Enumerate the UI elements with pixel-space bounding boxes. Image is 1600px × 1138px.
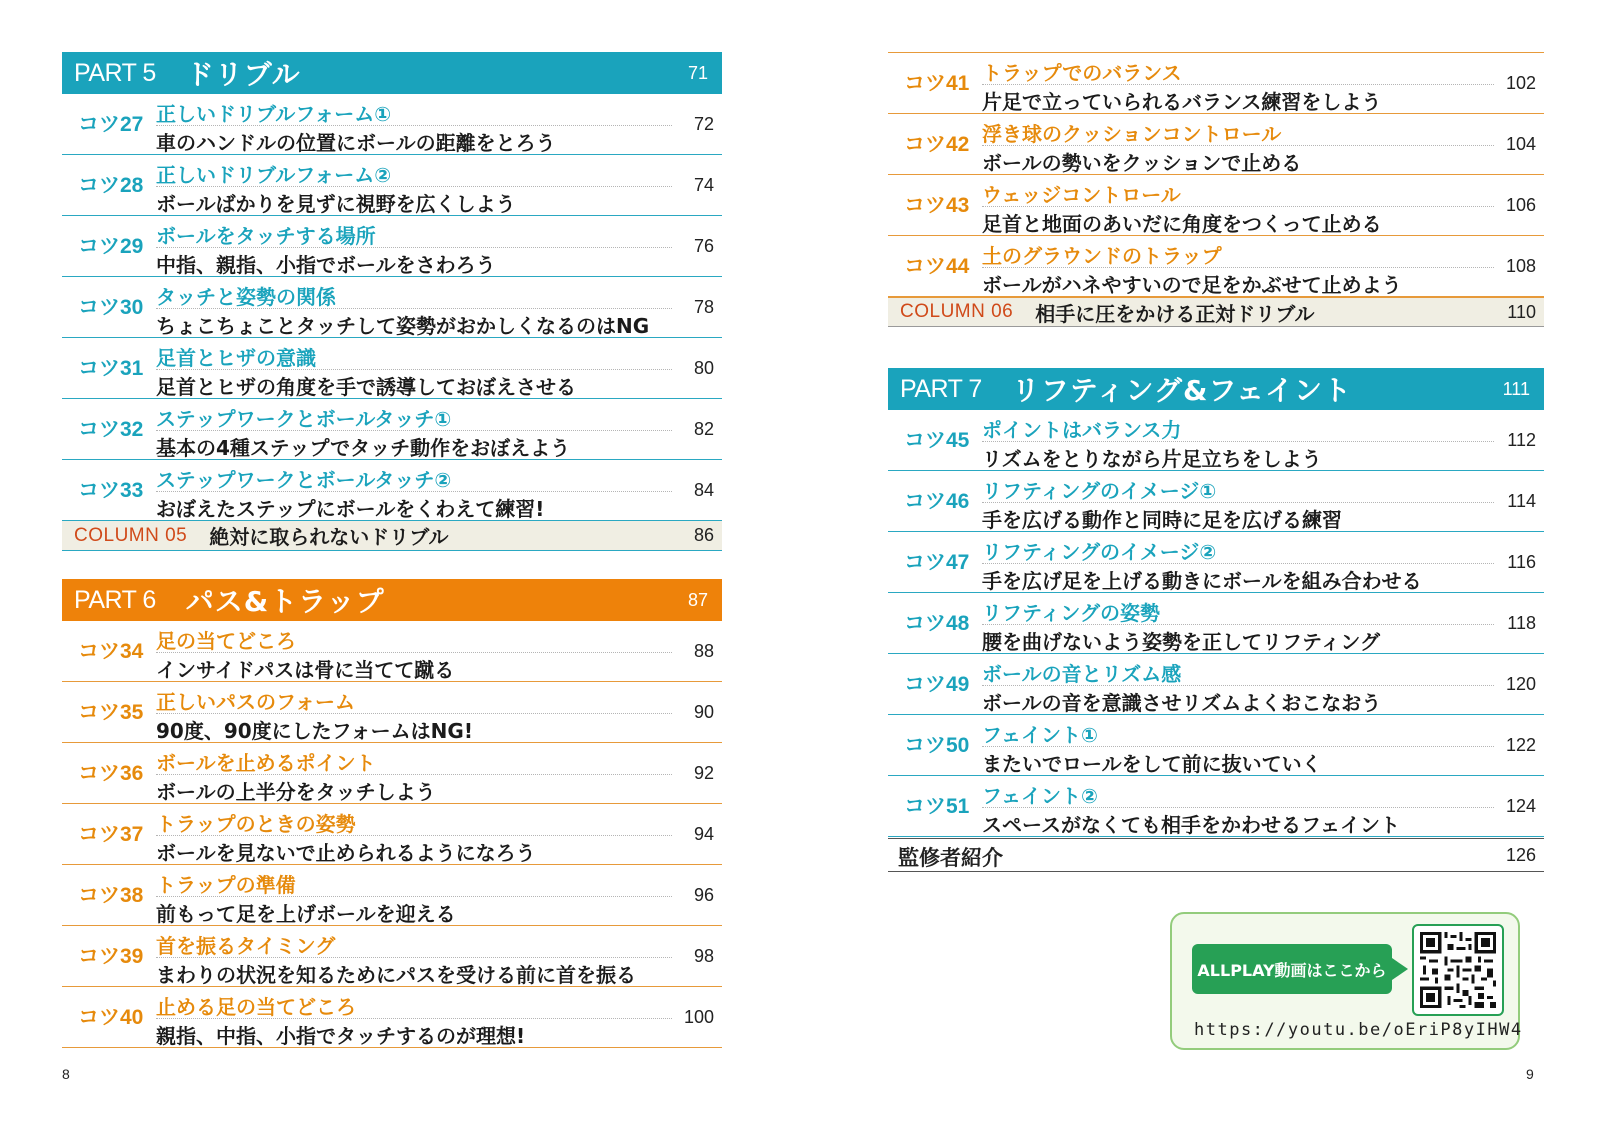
tip-title: まわりの状況を知るためにパスを受ける前に首を振る [156, 963, 636, 987]
tip-page-number: 76 [693, 236, 714, 256]
tip-title: 車のハンドルの位置にボールの距離をとろう [156, 131, 556, 155]
toc-entry[interactable] [62, 338, 722, 399]
part-title: リフティング&フェイント [1011, 374, 1352, 407]
tip-title: インサイドパスは骨に当てて蹴る [156, 658, 455, 682]
tip-page-number: 98 [693, 946, 714, 966]
toc-entry[interactable] [62, 277, 722, 338]
tip-title: またいでロールをして前に抜いていく [982, 752, 1322, 776]
tip-number: コツ29 [78, 235, 144, 258]
tip-page-number: 72 [693, 114, 714, 134]
tip-number: コツ30 [78, 296, 144, 319]
tip-number: コツ27 [78, 113, 144, 136]
tip-page-number: 102 [1505, 73, 1536, 93]
tip-subtitle: 正しいドリブルフォーム② [156, 163, 392, 187]
tip-number: コツ51 [904, 795, 970, 818]
tip-subtitle: トラップでのバランス [982, 61, 1182, 85]
tip-page-number: 120 [1505, 674, 1536, 694]
tip-number: コツ28 [78, 174, 144, 197]
toc-entry[interactable] [888, 114, 1544, 175]
tip-number: コツ31 [78, 357, 144, 380]
column-page-number: 110 [1507, 301, 1536, 322]
tip-number: コツ33 [78, 479, 144, 502]
tip-title: ボールの上半分をタッチしよう [156, 780, 436, 804]
toc-entry[interactable] [62, 216, 722, 277]
allplay-url[interactable]: https://youtu.be/oEriP8yIHW4 [1194, 1020, 1523, 1040]
part-title: パス&トラップ [185, 585, 385, 618]
tip-subtitle: ボールをタッチする場所 [156, 224, 376, 248]
tip-number: コツ48 [904, 612, 970, 635]
tip-subtitle: 正しいパスのフォーム [156, 690, 355, 714]
column-page-number: 86 [693, 525, 714, 545]
tip-title: リズムをとりながら片足立ちをしよう [982, 447, 1322, 471]
tip-number: コツ37 [78, 823, 144, 846]
allplay-video-button[interactable]: ALLPLAY動画はここから [1192, 944, 1392, 994]
tip-subtitle: 止める足の当てどころ [156, 995, 356, 1019]
arrow-right-icon [1392, 958, 1408, 980]
tip-page-number: 84 [693, 480, 714, 500]
supervisor-page: 126 [1505, 845, 1536, 865]
section-gap [62, 551, 722, 579]
tip-number: コツ41 [904, 72, 970, 95]
toc-entry[interactable] [62, 865, 722, 926]
tip-title: 片足で立っていられるバランス練習をしよう [982, 90, 1382, 114]
toc-entry[interactable] [888, 715, 1544, 776]
tip-number: コツ43 [904, 194, 970, 217]
toc-entry[interactable] [62, 155, 722, 216]
tip-number: コツ42 [904, 133, 970, 156]
tip-title: ちょこちょことタッチして姿勢がおかしくなるのはNG [156, 314, 650, 338]
part-header[interactable] [62, 579, 722, 621]
column-title: 相手に圧をかける正対ドリブル [1035, 301, 1315, 326]
toc-entry[interactable] [62, 926, 722, 987]
right-page-toc [888, 52, 1544, 837]
tip-subtitle: 足の当てどころ [156, 629, 296, 653]
tip-page-number: 112 [1507, 430, 1536, 450]
tip-number: コツ45 [904, 429, 970, 452]
part-number: PART 5 [74, 58, 156, 87]
tip-subtitle: ステップワークとボールタッチ② [156, 468, 452, 492]
tip-number: コツ32 [78, 418, 144, 441]
tip-number: コツ36 [78, 762, 144, 785]
tip-page-number: 88 [693, 641, 714, 661]
tip-number: コツ34 [78, 640, 144, 663]
tip-subtitle: トラップの準備 [156, 873, 296, 897]
toc-entry[interactable] [62, 804, 722, 865]
tip-title: おぼえたステップにボールをくわえて練習! [156, 497, 545, 521]
tip-title: 基本の4種ステップでタッチ動作をおぼえよう [156, 436, 571, 460]
toc-entry[interactable] [62, 94, 722, 155]
part-page-number: 87 [687, 589, 708, 610]
tip-title: 足首とヒザの角度を手で誘導しておぼえさせる [156, 375, 576, 399]
tip-page-number: 124 [1505, 796, 1536, 816]
tip-page-number: 106 [1505, 195, 1536, 215]
part-header[interactable] [888, 368, 1544, 410]
tip-number: コツ39 [78, 945, 144, 968]
tip-subtitle: ポイントはバランス力 [982, 418, 1182, 442]
column-entry[interactable] [888, 297, 1544, 327]
toc-entry[interactable] [62, 743, 722, 804]
toc-entry[interactable] [888, 593, 1544, 654]
section-gap [888, 327, 1544, 368]
tip-page-number: 92 [693, 763, 714, 783]
tip-page-number: 90 [693, 702, 714, 722]
toc-entry[interactable] [888, 236, 1544, 297]
tip-subtitle: 浮き球のクッションコントロール [982, 122, 1282, 146]
tip-title: 前もって足を上げボールを迎える [156, 902, 456, 926]
tip-subtitle: フェイント② [982, 784, 1098, 808]
toc-entry[interactable] [62, 682, 722, 743]
tip-subtitle: フェイント① [982, 723, 1098, 747]
part-header[interactable] [62, 52, 722, 94]
qr-code-icon[interactable] [1412, 924, 1504, 1016]
column-title: 絶対に取られないドリブル [209, 525, 449, 549]
toc-entry[interactable] [62, 621, 722, 682]
tip-page-number: 96 [693, 885, 714, 905]
toc-entry[interactable] [888, 532, 1544, 593]
tip-subtitle: 足首とヒザの意識 [156, 346, 316, 370]
toc-entry[interactable] [888, 471, 1544, 532]
tip-title: 親指、中指、小指でタッチするのが理想! [156, 1024, 526, 1048]
part-page-number: 71 [687, 62, 708, 83]
tip-subtitle: 土のグラウンドのトラップ [982, 244, 1222, 268]
tip-title: 足首と地面のあいだに角度をつくって止める [982, 212, 1382, 236]
tip-subtitle: ステップワークとボールタッチ① [156, 407, 452, 431]
tip-page-number: 116 [1507, 552, 1536, 572]
tip-number: コツ40 [78, 1006, 144, 1029]
tip-number: コツ38 [78, 884, 144, 907]
supervisor-title: 監修者紹介 [898, 846, 1003, 870]
toc-entry[interactable] [888, 53, 1544, 114]
tip-subtitle: トラップのときの姿勢 [156, 812, 356, 836]
page-number-right: 9 [1526, 1066, 1534, 1082]
tip-number: コツ47 [904, 551, 970, 574]
part-number: PART 6 [74, 585, 156, 614]
tip-title: ボールばかりを見ずに視野を広くしよう [156, 192, 516, 216]
tip-title: 手を広げる動作と同時に足を広げる練習 [982, 508, 1342, 532]
tip-page-number: 74 [693, 175, 714, 195]
tip-number: コツ44 [904, 255, 970, 278]
tip-page-number: 94 [693, 824, 714, 844]
tip-page-number: 114 [1507, 491, 1536, 511]
column-entry[interactable] [62, 521, 722, 551]
part-number: PART 7 [900, 374, 982, 403]
tip-subtitle: ボールの音とリズム感 [982, 662, 1182, 686]
tip-number: コツ50 [904, 734, 970, 757]
toc-entry[interactable] [62, 460, 722, 521]
tip-page-number: 118 [1507, 613, 1536, 633]
tip-subtitle: ウェッジコントロール [982, 183, 1181, 207]
toc-entry[interactable] [62, 987, 722, 1048]
tip-subtitle: リフティングの姿勢 [982, 601, 1160, 625]
tip-title: 90度、90度にしたフォームはNG! [156, 719, 473, 743]
toc-entry[interactable] [62, 399, 722, 460]
part-title: ドリブル [185, 58, 301, 91]
part-page-number: 111 [1502, 378, 1530, 399]
tip-subtitle: 正しいドリブルフォーム① [156, 102, 392, 126]
column-label: COLUMN 05 [74, 524, 188, 546]
supervisor-intro-row[interactable] [888, 838, 1544, 872]
tip-page-number: 82 [693, 419, 714, 439]
allplay-promo-box [1170, 912, 1523, 1050]
toc-entry[interactable] [888, 654, 1544, 715]
tip-subtitle: リフティングのイメージ① [982, 479, 1217, 503]
toc-entry[interactable] [888, 175, 1544, 236]
qr-code-graphic [1420, 932, 1496, 1008]
tip-number: コツ46 [904, 490, 970, 513]
page-number-left: 8 [62, 1066, 70, 1082]
tip-number: コツ35 [78, 701, 144, 724]
tip-page-number: 80 [693, 358, 714, 378]
tip-subtitle: リフティングのイメージ② [982, 540, 1217, 564]
tip-subtitle: 首を振るタイミング [156, 934, 336, 958]
tip-title: ボールを見ないで止められるようになろう [156, 841, 536, 865]
tip-page-number: 78 [693, 297, 714, 317]
tip-title: ボールの音を意識させリズムよくおこなおう [982, 691, 1382, 715]
tip-title: ボールがハネやすいので足をかぶせて止めよう [982, 273, 1402, 297]
tip-subtitle: タッチと姿勢の関係 [156, 285, 336, 309]
tip-title: ボールの勢いをクッションで止める [982, 151, 1302, 175]
tip-title: 手を広げ足を上げる動きにボールを組み合わせる [982, 569, 1422, 593]
tip-title: スペースがなくても相手をかわせるフェイント [982, 813, 1400, 837]
left-page-toc [62, 52, 722, 1048]
tip-page-number: 104 [1505, 134, 1536, 154]
tip-title: 中指、親指、小指でボールをさわろう [156, 253, 496, 277]
toc-entry[interactable] [888, 410, 1544, 471]
tip-page-number: 122 [1505, 735, 1536, 755]
tip-page-number: 100 [683, 1007, 714, 1027]
column-label: COLUMN 06 [900, 301, 1014, 322]
tip-number: コツ49 [904, 673, 970, 696]
tip-subtitle: ボールを止めるポイント [156, 751, 376, 775]
tip-title: 腰を曲げないよう姿勢を正してリフティング [982, 630, 1380, 654]
tip-page-number: 108 [1505, 256, 1536, 276]
toc-entry[interactable] [888, 776, 1544, 837]
